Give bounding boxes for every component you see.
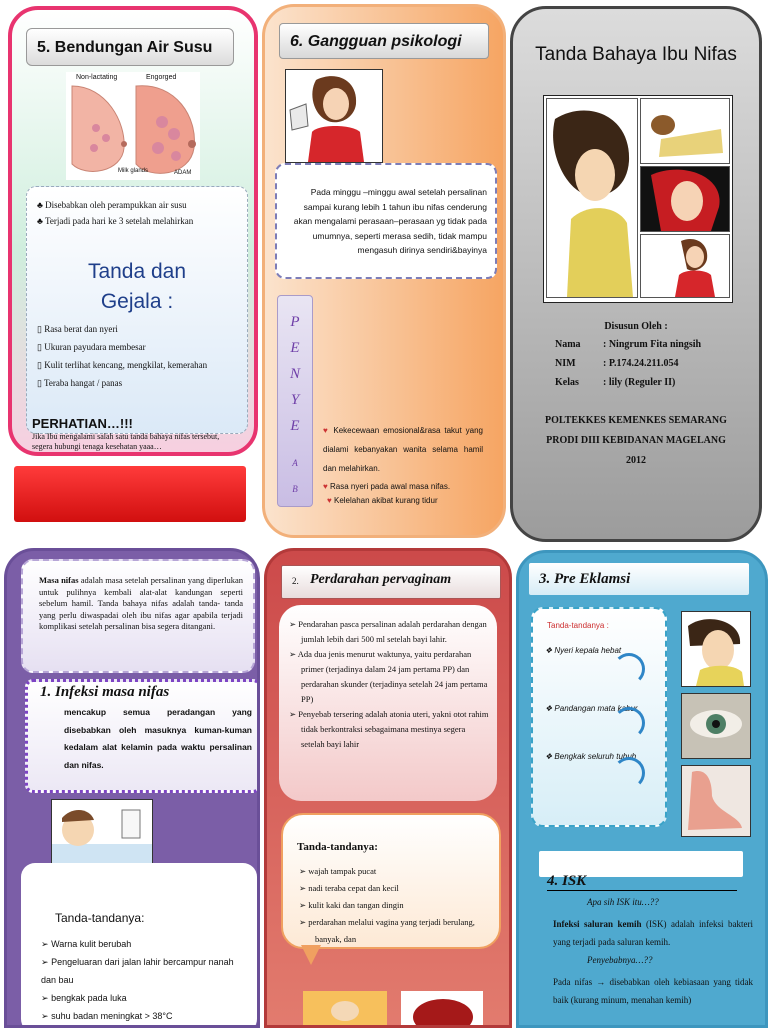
sign-item: ➢ wajah tampak pucat (299, 866, 377, 876)
sign-item: Rasa berat dan nyeri (44, 324, 118, 334)
vertical-letter: P (290, 314, 300, 330)
isk-definition (553, 915, 753, 951)
breast-illustration (66, 72, 200, 180)
institution-line: 2012 (626, 455, 646, 466)
curved-arrow-icon (613, 707, 645, 739)
stressed-woman-illustration (546, 98, 638, 298)
sad-woman-small-illustration (640, 234, 730, 298)
vertical-letter: N (289, 366, 300, 382)
psikologi-text-box (275, 163, 497, 279)
sign-item: ➢ Warna kulit berubah (41, 939, 132, 949)
sign-item: ❖ Bengkak seluruh tubuh (545, 752, 637, 761)
sign-item: Ukuran payudara membesar (44, 342, 146, 352)
club-icon: ♣ (37, 200, 43, 210)
arrow-bullet-icon: ➢ (41, 1011, 49, 1021)
diamond-bullet-icon: ❖ (545, 704, 553, 713)
crying-woman-illustration (640, 166, 730, 232)
vertical-letter: A (292, 458, 298, 468)
sign-item: ➢ suhu badan meningkat > 38°C (41, 1011, 173, 1021)
panel2-title: 6. Gangguan psikologi (279, 23, 489, 59)
signs-title: Tanda-tandanya: (297, 841, 378, 853)
cover-title: Tanda Bahaya Ibu Nifas (535, 44, 737, 65)
intro-bold: Masa nifas (39, 575, 79, 585)
preeklamsi-title: 3. Pre Eklamsi (529, 563, 749, 595)
signs-title: Tanda-tandanya: (55, 911, 145, 925)
bullet-icon: ▯ (37, 342, 42, 352)
info-item: ➢ Ada dua jenis menurut waktunya, yaitu perdarahan primer (terjadinya dalam 24 jam pertama PP) dan perdarahan skunder (terjadinya setelah 24 jam pertama PP) (289, 649, 488, 704)
info-item: ➢ Pendarahan pasca persalinan adalah perdarahan dengan jumlah lebih dari 500 ml setelah bayi lahir. (289, 619, 487, 644)
isk-cause: Pada nifas → disebabkan oleh kebiasaan yang tidak baik (kurang minum, menahan kemih) (553, 977, 753, 1005)
panel1-title: 5. Bendungan Air Susu (26, 28, 234, 66)
cover-collage (543, 95, 733, 303)
heart-icon: ♥ (323, 482, 328, 491)
arrow-bullet-icon: ➢ (289, 619, 297, 629)
institution-line: PRODI DIII KEBIDANAN MAGELANG (546, 435, 726, 446)
arrow-bullet-icon: ➢ (41, 993, 49, 1003)
field-value: : P.174.24.211.054 (603, 358, 679, 369)
sign-item: ➢ Pengeluaran dari jalan lahir bercampur nanah dan bau (41, 957, 234, 985)
blood-bag-illustration (401, 991, 483, 1028)
bullet-icon: ▯ (37, 360, 42, 370)
bullet-icon: ▯ (37, 378, 42, 388)
intro-box (21, 559, 255, 673)
panel-infeksi (4, 548, 260, 1028)
cause-item: ♥ Kelelahan akibat kurang tidur (327, 496, 438, 505)
field-label: NIM (555, 358, 576, 369)
club-icon: ♣ (37, 216, 43, 226)
cause-item: ♥ Kekecewaan emosional&rasa takut yang dialami kebanyakan wanita selama hamil dan melahirkan. (323, 426, 483, 473)
cause-item: ♥ Rasa nyeri pada awal masa nifas. (323, 482, 451, 491)
intro-body: adalah masa setelah persalinan yang diperlukan untuk pulihnya kembali alat-alat kandungan seperti sebelum hamil. Tanda bahaya nifas adalah tanda- tanda yang perlu diwaspadai oleh ibu nifas agar apabila terjadi komplikasi setelah persalinan bisa segera ditangani. (39, 575, 243, 631)
headache-woman-illustration (681, 611, 751, 687)
red-banner (14, 466, 246, 522)
sign-item: ❖ Pandangan mata kabur (545, 704, 638, 713)
curved-arrow-icon (613, 653, 645, 685)
label-adam: ADAM (174, 170, 192, 176)
isk-q2: Penyebabnya…?? (587, 955, 653, 965)
panel-psikologi (262, 4, 506, 538)
label-non-lactating: Non-lactating (76, 74, 118, 81)
perdarahan-number: 2. (292, 576, 299, 586)
arrow-bullet-icon: ➢ (289, 709, 297, 719)
signs-title: Tanda dan Gejala : (87, 260, 187, 313)
sign-item: ➢ perdarahan melalui vagina yang terjadi berulang, banyak, dan (299, 917, 475, 944)
panel-cover (510, 6, 762, 542)
woman-lying-illustration (640, 98, 730, 164)
perdarahan-info-box (279, 605, 497, 801)
arrow-bullet-icon: ➢ (299, 900, 307, 910)
sick-patient-illustration (51, 799, 153, 867)
infeksi-box (25, 679, 260, 793)
isk-def-body: (ISK) adalah infeksi bakteri yang terjadi pada saluran kemih. (553, 919, 753, 947)
field-label: Kelas (555, 377, 579, 388)
field-value: : lily (Reguler II) (603, 377, 676, 388)
vertical-letter: Y (290, 392, 300, 408)
diamond-bullet-icon: ❖ (545, 646, 553, 655)
perdarahan-title-bar (281, 565, 501, 599)
panel-preeklamsi (516, 550, 768, 1028)
heart-icon: ♥ (327, 496, 332, 505)
heart-icon: ♥ (323, 426, 330, 435)
panel-perdarahan (264, 548, 512, 1028)
vertical-letter: E (290, 418, 300, 434)
eye-closeup-illustration (681, 693, 751, 759)
isk-q1: Apa sih ISK itu…?? (587, 897, 659, 907)
sign-item: Teraba hangat / panas (44, 378, 123, 388)
signs-box (21, 863, 257, 1028)
arrow-bullet-icon: ➢ (299, 883, 307, 893)
arrow-bullet-icon: ➢ (289, 649, 297, 659)
psikologi-text: Pada minggu –minggu awal setelah persalinan sampai kurang lebih 1 tahun ibu nifas cenderung akan mengalami perasaan–perasaan yg tidak pada umumnya, seperti merasa sedih, tidak mampu mengasuh dirinya sendiri&bayinya (293, 187, 487, 255)
isk-title: 4. ISK (547, 873, 737, 891)
diamond-bullet-icon: ❖ (545, 752, 553, 761)
vertical-letter: E (290, 340, 300, 356)
cause-item: Terjadi pada hari ke 3 setelah melahirkan (45, 216, 194, 226)
swollen-foot-illustration (681, 765, 751, 837)
cause-item: Disebabkan oleh perampukkan air susu (45, 200, 187, 210)
author-by-label: Disusun Oleh : (604, 321, 668, 332)
curved-arrow-icon (613, 757, 645, 789)
arrow-bullet-icon: ➢ (299, 917, 307, 927)
label-engorged: Engorged (146, 74, 177, 81)
perdarahan-title: Perdarahan pervaginam (310, 572, 452, 587)
bullet-icon: ▯ (37, 324, 42, 334)
label-milk-glands: Milk glands (118, 168, 149, 174)
field-row (555, 358, 745, 377)
sign-item: Kulit terlihat kencang, mengkilat, kemerahan (44, 360, 208, 370)
preeklamsi-signs-box (531, 607, 667, 827)
signs-title: Tanda-tandanya : (547, 621, 609, 630)
field-row (555, 339, 745, 358)
isk-def-bold: Infeksi saluran kemih (553, 919, 642, 929)
info-item: ➢ Penyebab tersering adalah atonia uteri, yakni otot rahim tidak berkontraksi sebagaimana mestinya segera setelah bayi lahir (289, 709, 489, 749)
attention-title: PERHATIAN…!!! (32, 416, 133, 431)
panel-bendungan (8, 6, 258, 456)
field-row (555, 377, 745, 396)
woman-lying-illustration (303, 991, 387, 1028)
institution (513, 411, 759, 471)
sign-item: ➢ kulit kaki dan tangan dingin (299, 900, 404, 910)
sign-item: ❖ Nyeri kepala hebat (545, 646, 622, 655)
infeksi-desc: mencakup semua peradangan yang disebabkan oleh masuknya kuman-kuman kedalam alat kelamin pada waktu persalinan dan nifas. (64, 707, 252, 770)
penyebab-vertical-bar (277, 295, 313, 507)
intro-text (39, 575, 243, 633)
author-fields (555, 339, 745, 396)
vertical-letter: B (292, 484, 298, 494)
perdarahan-signs-callout (281, 813, 501, 949)
sign-item: ➢ bengkak pada luka (41, 993, 127, 1003)
field-value: : Ningrum Fita ningsih (603, 339, 702, 350)
signs-box (26, 186, 248, 434)
institution-line: POLTEKKES KEMENKES SEMARANG (545, 415, 727, 426)
arrow-bullet-icon: ➢ (41, 939, 49, 949)
callout-tail (301, 945, 321, 965)
arrow-bullet-icon: ➢ (299, 866, 307, 876)
infeksi-title: 1. Infeksi masa nifas (40, 684, 170, 700)
attention-text: Jika Ibu mengalami salah satu tanda bahaya nifas tersebut, segera hubungi tenaga kesehatan yaaa… (32, 432, 220, 451)
arrow-bullet-icon: ➢ (41, 957, 49, 967)
sign-item: ➢ nadi teraba cepat dan kecil (299, 883, 399, 893)
field-label: Nama (555, 339, 581, 350)
sad-woman-illustration (285, 69, 383, 163)
